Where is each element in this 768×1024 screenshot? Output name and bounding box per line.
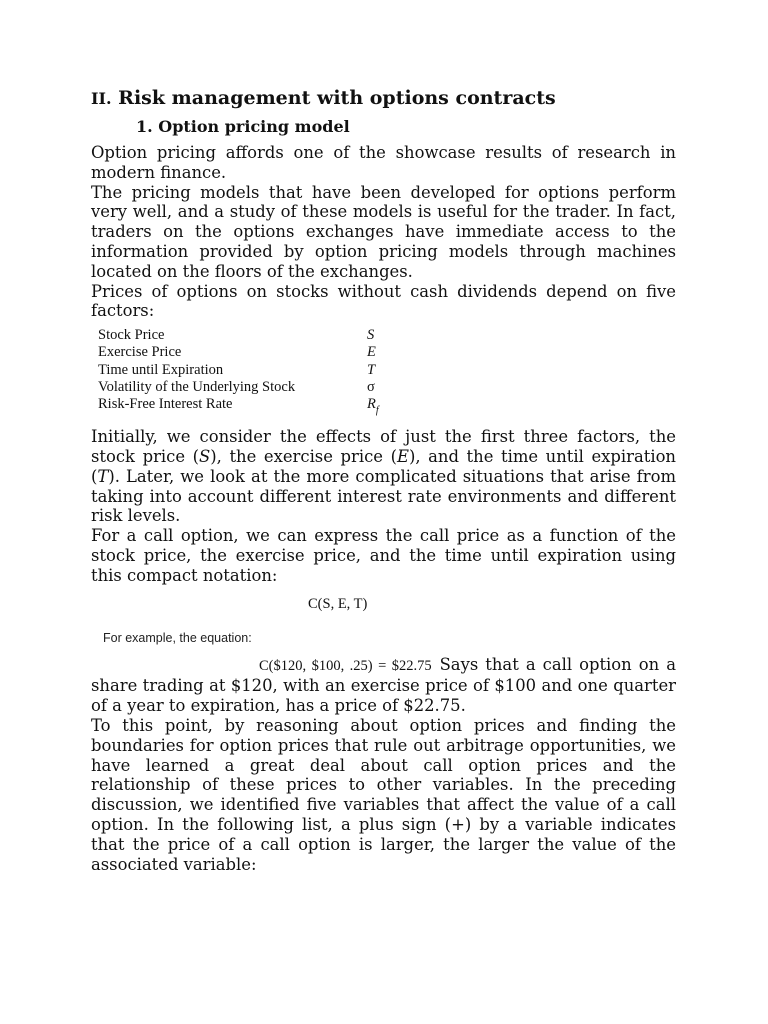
factor-name: Exercise Price	[98, 344, 182, 361]
equation-explanation: Says that a call option on a share trading at $120, with an exercise price of $100 and one quarter of a year to expiration, has a price of $22.75.	[91, 654, 676, 716]
paragraph-models: The pricing models that have been developed for options perform very well, and a study of these models is useful for the trader. In fact, traders on the options exchanges have immediate access to the information provided by option pricing models through machines located on the floors of the exchanges.	[91, 182, 676, 281]
paragraph-equation	[91, 655, 676, 716]
equation-formula: C($120, $100, .25) = $22.75	[259, 657, 432, 674]
paragraph-factors-lead: Prices of options on stocks without cash dividends depend on five factors:	[91, 281, 676, 321]
paragraph-initially	[91, 427, 676, 526]
text-run: ), the exercise price (	[210, 446, 397, 466]
symbol-t: T	[97, 466, 109, 486]
factor-symbol: S	[367, 327, 375, 344]
factor-symbol: σ	[367, 378, 375, 395]
text-run: Initially, we consider the effects of just the first three factors, the stock price (	[91, 427, 676, 466]
symbol-s: S	[199, 446, 211, 466]
paragraph-intro: Option pricing affords one of the showcase results of research in modern finance.	[91, 143, 676, 182]
factor-name: Volatility of the Underlying Stock	[98, 378, 296, 395]
document-page	[91, 86, 676, 874]
text-run: ), and the time until expiration (	[91, 446, 676, 486]
factor-name: Time until Expiration	[98, 361, 224, 378]
section-title: Risk management with options contracts	[118, 87, 556, 109]
factors-table	[98, 327, 676, 419]
factor-name: Risk-Free Interest Rate	[98, 395, 233, 412]
factor-row	[98, 344, 676, 361]
symbol-e: E	[396, 446, 409, 466]
factor-row	[98, 379, 676, 396]
factor-row	[98, 362, 676, 379]
paragraph-closing: To this point, by reasoning about option prices and finding the boundaries for option prices that rule out arbitrage opportunities, we have learned a great deal about call option prices and the relationship of these prices to other variables. In the preceding discussion, we identified five variables that affect the value of a call option. In the following list, a plus sign (+) by a variable indicates that the price of a call option is larger, the larger the value of the associated variable:	[91, 715, 676, 874]
section-number: II.	[91, 89, 112, 108]
example-label: For example, the equation:	[103, 630, 252, 645]
factor-name: Stock Price	[98, 327, 165, 344]
factor-row	[98, 327, 676, 344]
factor-symbol	[367, 396, 379, 419]
text-run: ). Later, we look at the more complicated situations that arise from taking into account different interest rate environments and different risk levels.	[91, 466, 676, 526]
factor-symbol-subscript: f	[375, 404, 379, 416]
notation-formula: C(S, E, T)	[308, 595, 368, 612]
section-heading	[91, 86, 676, 111]
paragraph-call-notation: For a call option, we can express the call price as a function of the stock price, the exercise price, and the time until expiration using this compact notation:	[91, 526, 676, 585]
subsection-heading: 1. Option pricing model	[136, 117, 350, 136]
factor-row	[98, 396, 676, 419]
factor-symbol-main: R	[367, 395, 376, 412]
factor-symbol: E	[367, 344, 376, 361]
factor-symbol: T	[367, 361, 376, 378]
